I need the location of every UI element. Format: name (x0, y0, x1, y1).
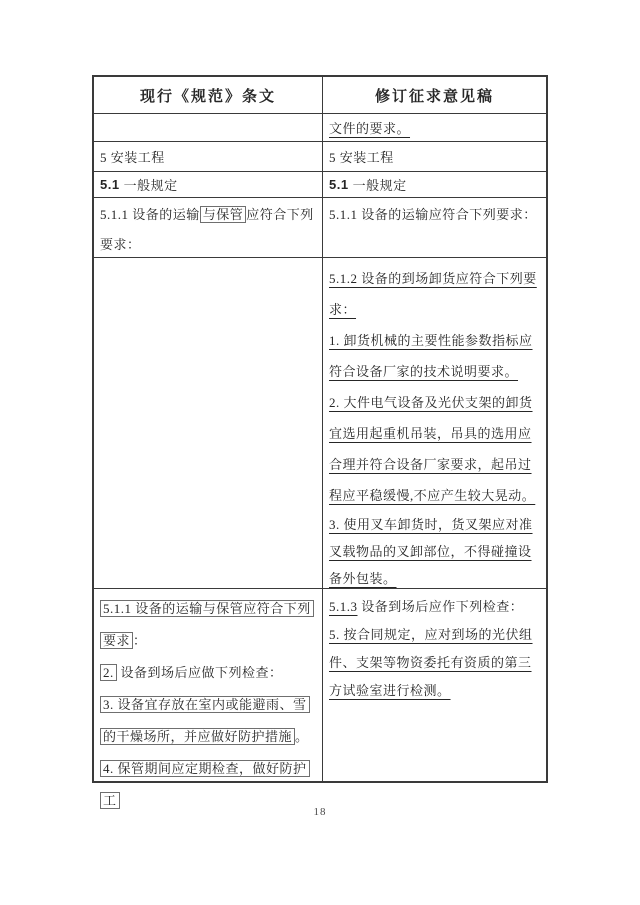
deleted-text-box: 5.1.1 设备的运输与保管应符合下列要求 (100, 600, 314, 649)
cell-current (94, 142, 323, 171)
deleted-text-box: 与保管 (200, 206, 247, 223)
cell-revised (323, 589, 546, 781)
clause-5-1-2-item-1: 1. 卸货机械的主要性能参数指标应符合设备厂家的技术说明要求。 (329, 333, 533, 379)
chapter-5-title: 5 安装工程 (329, 150, 394, 165)
cell-revised (323, 198, 546, 257)
clause-number-underlined: 5.1.3 (329, 599, 358, 614)
cell-current (94, 172, 323, 197)
table-row (94, 172, 546, 198)
clause-5-1-3-text: 设备到场后应作下列检查： (357, 599, 524, 614)
table-header-row (94, 77, 546, 114)
cell-current (94, 198, 323, 257)
clause-tail: ： (133, 633, 147, 648)
cell-revised (323, 172, 546, 197)
section-title: 一般规定 (352, 178, 407, 193)
section-title: 一般规定 (123, 178, 178, 193)
header-cell-current: 现行《规范》条文 (94, 77, 323, 113)
clause-tail: 。 (295, 729, 309, 744)
clause-5-1-3-item-5: 5. 按合同规定，应对到场的光伏组件、支架等物资委托有资质的第三方试验室进行检测。 (329, 627, 533, 698)
cell-current (94, 589, 323, 808)
revised-text-continuation: 文件的要求。 (329, 121, 411, 136)
cell-revised (323, 258, 546, 588)
cell-current-empty (94, 114, 323, 141)
deleted-text-box: 4. 保管期间应定期检查，做好防护工 (100, 760, 310, 809)
clause-item-2 (100, 657, 316, 689)
deleted-number-box: 2. (100, 664, 117, 681)
section-number: 5.1 (100, 177, 120, 192)
clause-item-2-text: 设备到场后应做下列检查： (116, 665, 283, 680)
section-number: 5.1 (329, 177, 349, 192)
clause-5-1-2: 5.1.2 设备的到场卸货应符合下列要求： (329, 271, 537, 317)
table-row (94, 589, 546, 808)
cell-revised (323, 142, 546, 171)
clause-5-1-1-deleted (100, 593, 316, 657)
clause-5-1-1-current-post: 应符合下列要求： (100, 207, 314, 252)
clause-5-1-2-item-3: 3. 使用叉车卸货时，货叉架应对准叉载物品的叉卸部位，不得碰撞设备外包装。 (329, 517, 533, 586)
cell-revised (323, 114, 546, 141)
clause-5-1-1-revised: 5.1.1 设备的运输应符合下列要求： (329, 207, 537, 222)
table-row (94, 198, 546, 258)
cell-current-empty (94, 258, 323, 588)
chapter-5-title: 5 安装工程 (100, 150, 165, 165)
clause-5-1-1-current-pre: 5.1.1 设备的运输 (100, 207, 200, 222)
table-row (94, 114, 546, 142)
clause-5-1-3 (329, 593, 540, 621)
header-cell-revised: 修订征求意见稿 (374, 88, 494, 105)
deleted-text-box: 3. 设备宜存放在室内或能避雨、雪的干燥场所，并应做好防护措施 (100, 696, 310, 745)
clause-5-1-2-item-2: 2. 大件电气设备及光伏支架的卸货宜选用起重机吊装，吊具的选用应合理并符合设备厂家要求，起吊过程应平稳缓慢,不应产生较大晃动。 (329, 395, 536, 503)
table-row (94, 142, 546, 172)
clause-item-3-deleted (100, 689, 316, 753)
page-number: 18 (313, 806, 327, 818)
comparison-table (92, 75, 548, 808)
table-row (94, 258, 546, 589)
